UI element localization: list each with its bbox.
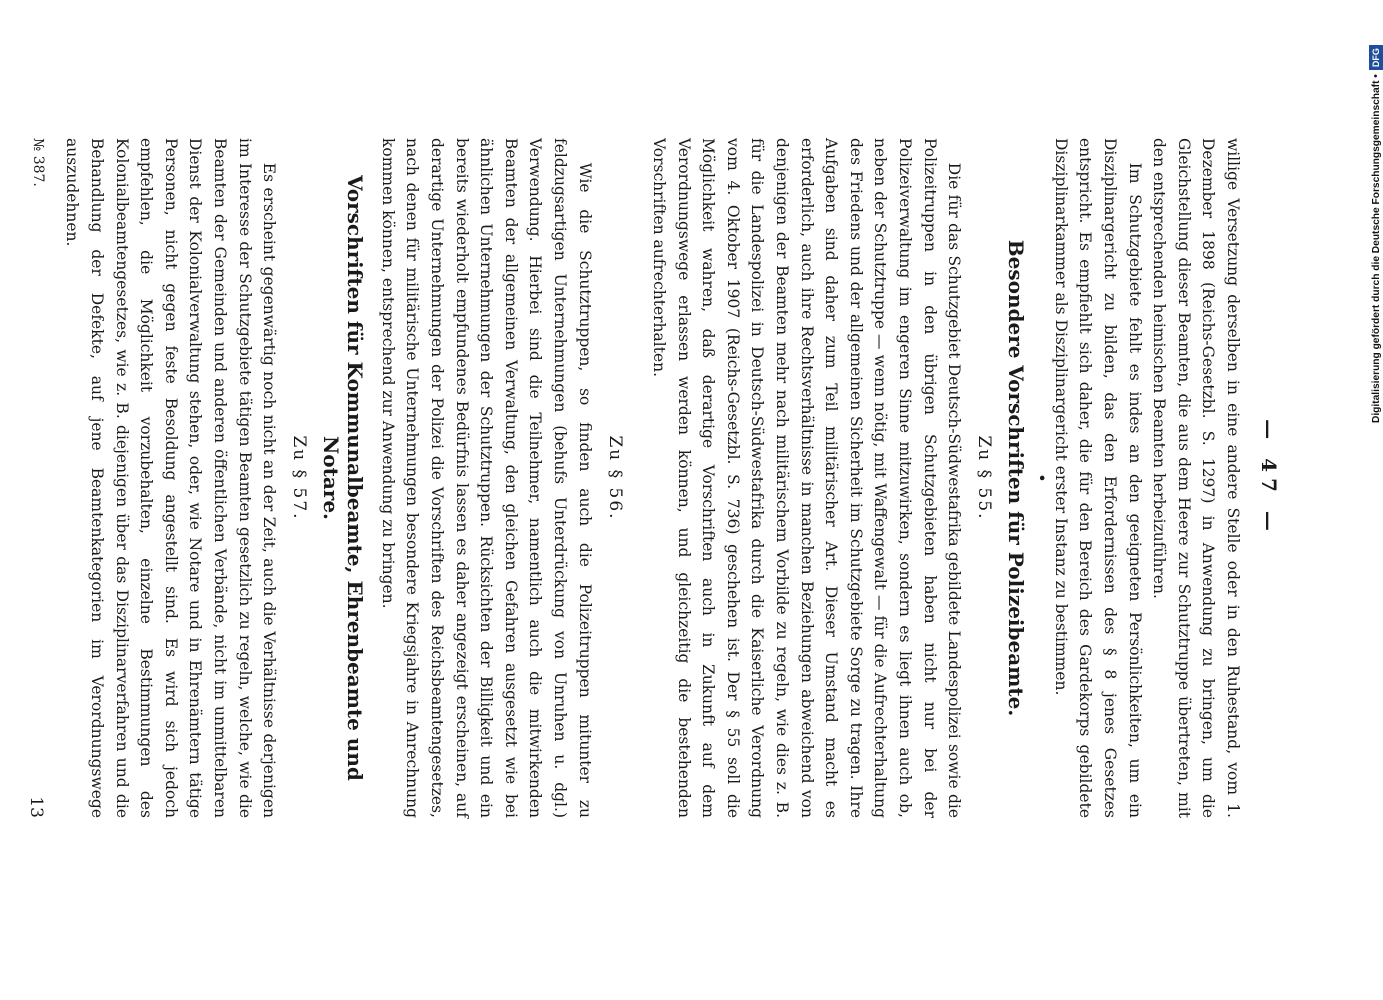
footer-sheet-number: 13 — [25, 796, 46, 818]
subheading-section-56: Zu § 56. — [604, 435, 625, 521]
intro-paragraph: willige Versetzung derselben in eine andere Stelle oder in den Ruhestand, vom 1. Dezember 1898 (Reichs-Gesetzbl. S. 1297) in Anwendung zu bringen, um die Gleichstellung dieser Beamten, die aus dem Heere zur Schutztruppe übertreten, mit den entsprechenden heimischen Beamten herbeizuführen. — [1150, 138, 1242, 818]
page-number-header: — 47 — — [1257, 419, 1281, 537]
separator-dot: • — [1032, 473, 1052, 483]
paragraph-section-56: Wie die Schutztruppen, so finden auch die Polizeitruppen mitunter zu feldzugsartigen Unternehmungen (behufs Unterdrückung von Unruhen u. dgl.) Verwendung. Hierbei sind die Teilnehmer, namentlich auch die mitwirkenden Beamten der allgemeinen Verwaltung, den gleichen Gefahren ausgesetzt wie bei ähnlichen Unternehmungen der Schutztruppen. Rücksichten der Billigkeit und ein bereits wiederholt empfundenes Bedürfnis lassen es daher angezeigt erscheinen, auf derartige Unternehmungen der Polizei die Vorschriften des Reichsbeamtengesetzes, nach denen für militärische Unternehmungen besondere Kriegsjahre in Anrechnung kommen können, entsprechend zur Anwendung zu bringen. — [378, 138, 594, 818]
section-heading-polizeibeamte: Besondere Vorschriften für Polizeibeamte. — [1004, 239, 1029, 717]
paragraph-section-55: Die für das Schutzgebiet Deutsch-Südwestafrika gebildete Landespolizei sowie die Polizeitruppen in den übrigen Schutzgebieten haben nicht nur bei der Polizeiverwaltung im engeren Sinne mitzuwirken, sondern es liegt ihnen auch ob, neben der Schutztruppe — wenn nötig, mit Waffengewalt — für die Aufrechterhaltung des Friedens und der allgemeinen Sicherheit im Schutzgebiete Sorge zu tragen. Ihre Aufgaben sind daher zum Teil militärischer Art. Dieser Umstand macht es erforderlich, auch ihre Rechtsverhältnisse in manchen Beziehungen abweichend von denjenigen der Beamten mehr nach militärischem Vorbilde zu regeln, wie dies z. B. für die Landespolizei in Deutsch-Südwestafrika durch die Kaiserliche Verordnung vom 4. Oktober 1907 (Reichs-Gesetzbl. S. 736) geschehen ist. Der § 55 soll die Möglichkeit wahren, daß derartige Vorschriften auch in Zukunft auf dem Verordnungswege erlassen werden können, und gleichzeitig die bestehenden Vorschriften aufrechterhalten. — [650, 138, 964, 818]
scanned-page — [25, 98, 1281, 858]
paragraph-disziplinargericht: Im Schutzgebiete fehlt es indes an den geeigneten Persönlichkeiten, um ein Disziplinargericht zu bilden, das den Erfordernissen des § 8 jenes Gesetzes entspricht. Es empfiehlt sich daher, die für den Bereich des Gardekorps gebildete Disziplinarkammer als Disziplinargericht erster Instanz zu bestimmen. — [1051, 138, 1144, 818]
footer-document-number: № 387. — [29, 138, 46, 187]
section-heading-kommunalbeamte: Vorschriften für Kommunalbeamte, Ehrenbeamte und Notare. — [319, 175, 368, 781]
dfg-funding-notice — [1365, 33, 1383, 423]
subheading-section-57: Zu § 57. — [289, 435, 310, 521]
paragraph-section-57: Es erscheint gegenwärtig noch nicht an der Zeit, auch die Verhältnisse derjenigen im Interesse der Schutzgebiete tätigen Beamten gesetzlich zu regeln, welche, wie die Beamten der Gemeinden und anderen öffentlichen Verbände, nicht im unmittelbaren Dienst der Kolonialverwaltung stehen, oder, wie Notare und in Ehrenämtern tätige Personen, nicht gegen feste Besoldung angestellt sind. Es wird sich jedoch empfehlen, die Möglichkeit vorzubehalten, einzelne Bestimmungen des Kolonialbeamtengesetzes, wie z. B. diejenigen über das Disziplinarverfahren und die Behandlung der Defekte, auf jene Beamtenkategorien im Verordnungswege auszudehnen. — [63, 138, 279, 818]
page-footer — [20, 138, 46, 818]
dfg-logo-icon: DFG — [1369, 45, 1383, 70]
subheading-section-55: Zu § 55. — [974, 435, 995, 521]
dfg-notice-text: Digitalisierung gefördert durch die Deutsche Forschungsgemeinschaft • — [1370, 74, 1382, 423]
